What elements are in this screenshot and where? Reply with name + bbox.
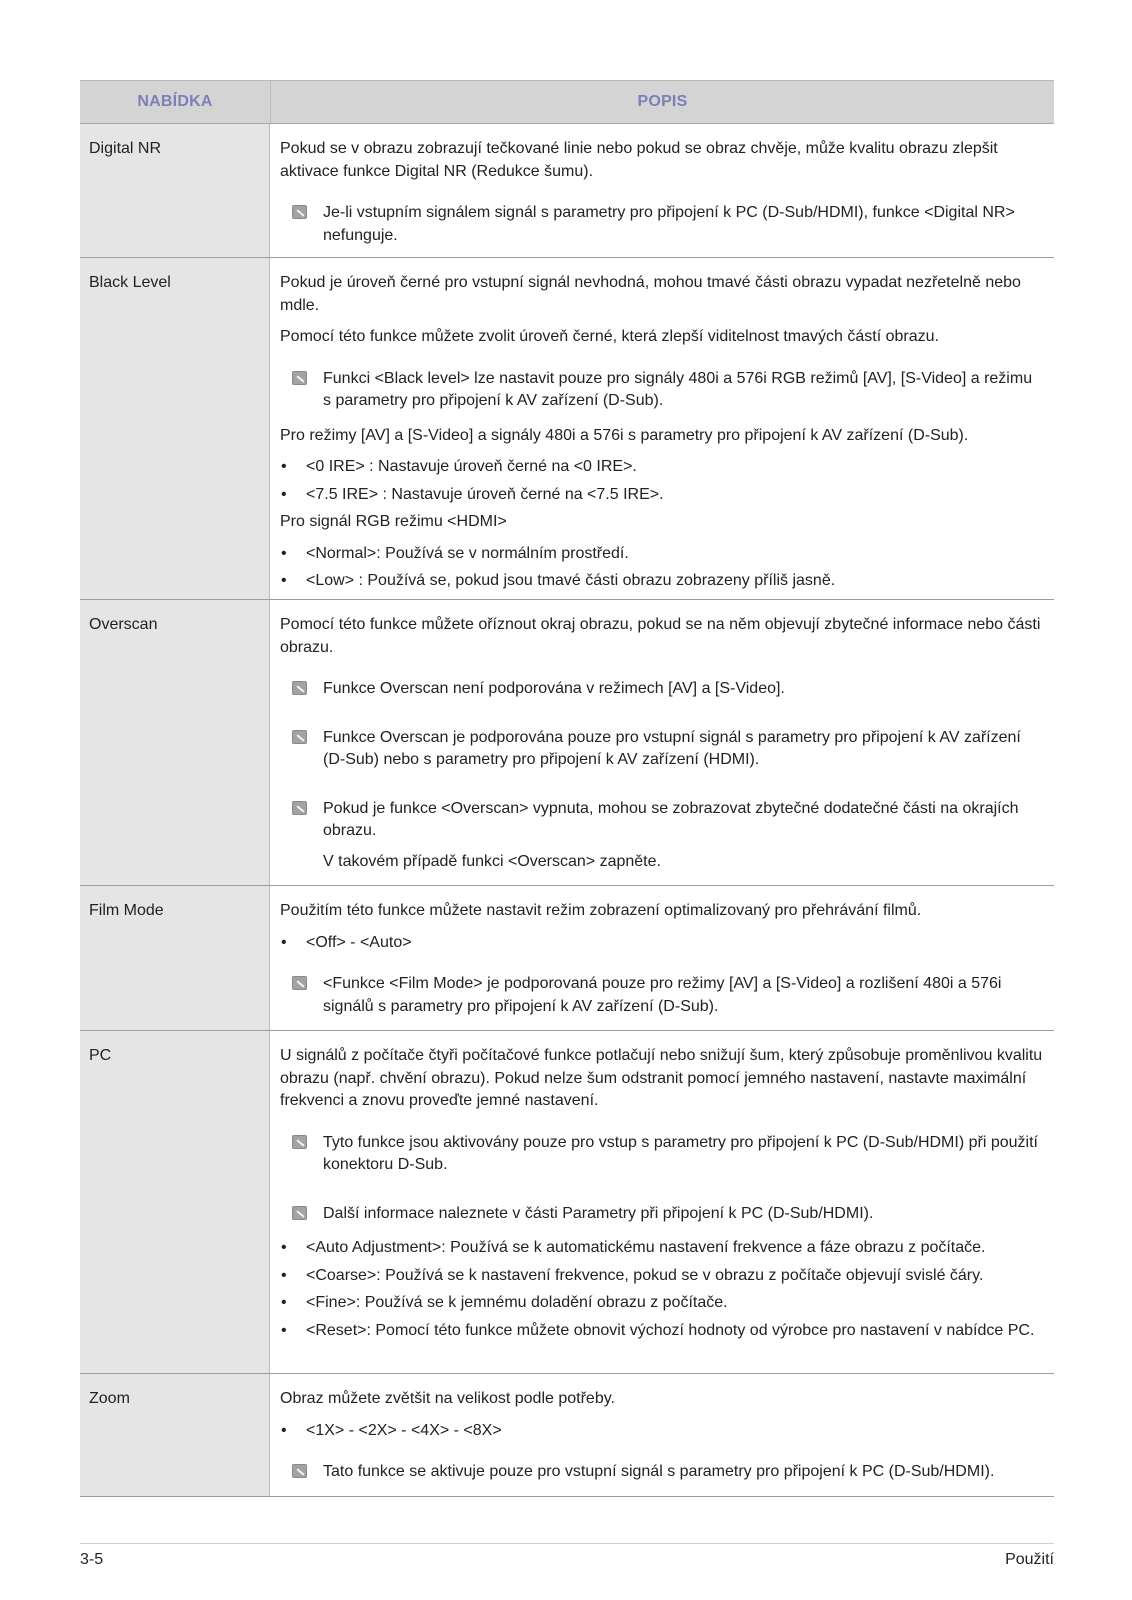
bullet-glyph: • [281, 572, 287, 589]
description-cell [270, 886, 1054, 1030]
list-item [280, 1265, 1044, 1288]
menu-cell: Film Mode [80, 886, 270, 1030]
list-item [280, 543, 1044, 566]
menu-cell: Overscan [80, 600, 270, 885]
table-row [80, 258, 1054, 600]
note-text: Tyto funkce jsou aktivovány pouze pro vstup s parametry pro připojení k PC (D-Sub/HDMI) při použití konektoru D-Sub. [323, 1133, 1038, 1173]
bullet-list [280, 932, 1044, 955]
paragraph: Použitím této funkce můžete nastavit režim zobrazení optimalizovaný pro přehrávání filmů. [280, 902, 922, 919]
list-item-text: <Reset>: Pomocí této funkce můžete obnovit výchozí hodnoty od výrobce pro nastavení v nabídce PC. [306, 1321, 1035, 1339]
list-item [280, 1292, 1044, 1315]
paragraph: Pro signál RGB režimu <HDMI> [280, 513, 507, 530]
note-pencil-icon [292, 1135, 307, 1149]
list-item-text: <Off> - <Auto> [306, 933, 412, 951]
note-pencil-icon [292, 371, 307, 385]
paragraph: Pomocí této funkce můžete oříznout okraj obrazu, pokud se na něm objevují zbytečné informace nebo části obrazu. [280, 616, 1041, 656]
menu-cell: Zoom [80, 1374, 270, 1496]
list-item [280, 1237, 1044, 1260]
header-description: POPIS [637, 93, 688, 110]
note-pencil-icon [292, 681, 307, 695]
section-title: Použití [1005, 1551, 1054, 1568]
list-item [280, 1420, 1044, 1443]
note-text: Je-li vstupním signálem signál s parametry pro připojení k PC (D-Sub/HDMI), funkce <Digital NR> nefunguje. [323, 204, 1015, 244]
description-cell [270, 600, 1054, 885]
table-row [80, 886, 1054, 1031]
description-cell [270, 1031, 1054, 1373]
list-item-text: <0 IRE> : Nastavuje úroveň černé na <0 IRE>. [306, 458, 637, 475]
note-text: Tato funkce se aktivuje pouze pro vstupní signál s parametry pro připojení k PC (D-Sub/HDMI). [323, 1463, 995, 1480]
footer-divider [80, 1543, 1054, 1544]
bullet-list [280, 456, 1044, 506]
menu-cell: PC [80, 1031, 270, 1373]
bullet-glyph: • [281, 544, 287, 562]
description-cell [270, 1374, 1054, 1496]
note-text: Funkce Overscan není podporována v režimech [AV] a [S-Video]. [323, 680, 785, 697]
paragraph: Obraz můžete zvětšit na velikost podle potřeby. [280, 1390, 615, 1407]
note [292, 1132, 1044, 1177]
list-item-text: <7.5 IRE> : Nastavuje úroveň černé na <7.5 IRE>. [306, 485, 664, 503]
description-cell [270, 258, 1054, 599]
note [292, 973, 1044, 1018]
note-text-extra: V takovém případě funkci <Overscan> zapněte. [323, 852, 661, 870]
note-text: <Funkce <Film Mode> je podporovaná pouze pro režimy [AV] a [S-Video] a rozlišení 480i a 576i signálů s parametry pro připojení k AV zařízení (D-Sub). [323, 975, 1002, 1015]
list-item-text: <Auto Adjustment>: Používá se k automatickému nastavení frekvence a fáze obrazu z počítače. [306, 1239, 986, 1256]
paragraph: Pokud se v obrazu zobrazují tečkované linie nebo pokud se obraz chvěje, může kvalitu obrazu zlepšit aktivace funkce Digital NR (Redukce šumu). [280, 140, 998, 180]
note-pencil-icon [292, 205, 307, 219]
header-menu: NABÍDKA [80, 81, 271, 123]
bullet-glyph: • [281, 1321, 287, 1339]
description-cell [270, 124, 1054, 257]
note-pencil-icon [292, 1464, 307, 1478]
bullet-glyph: • [281, 1294, 287, 1311]
list-item-text: <Coarse>: Používá se k nastavení frekvence, pokud se v obrazu z počítače objevují svislé čáry. [306, 1266, 984, 1284]
menu-cell: Digital NR [80, 124, 270, 257]
paragraph: U signálů z počítače čtyři počítačové funkce potlačují nebo snižují šum, který způsobuje proměnlivou kvalitu obrazu (např. chvění obrazu). Pokud nelze šum odstranit pomocí jemného nastavení, nastavte maximální frekvenci a znovu proveďte jemné nastavení. [280, 1047, 1043, 1109]
page-number: 3-5 [80, 1551, 104, 1568]
table-row [80, 1374, 1054, 1497]
note [292, 1461, 1044, 1484]
list-item-text: <1X> - <2X> - <4X> - <8X> [306, 1421, 502, 1439]
note-text: Funkce Overscan je podporována pouze pro vstupní signál s parametry pro připojení k AV zařízení (D-Sub) nebo s parametry pro připojení k AV zařízení (HDMI). [323, 728, 1021, 768]
list-item [280, 456, 1044, 479]
bullet-glyph: • [281, 485, 287, 503]
table-row [80, 600, 1054, 886]
table-row [80, 124, 1054, 258]
bullet-list [280, 543, 1044, 593]
bullet-glyph: • [281, 1239, 287, 1256]
note-text-block [323, 798, 1044, 874]
note [292, 202, 1044, 247]
menu-cell: Black Level [80, 258, 270, 599]
list-item [280, 570, 1044, 593]
paragraph: Pro režimy [AV] a [S-Video] a signály 480i a 576i s parametry pro připojení k AV zařízení (D-Sub). [280, 426, 969, 444]
note-pencil-icon [292, 730, 307, 744]
bullet-glyph: • [281, 458, 287, 475]
note [292, 368, 1044, 413]
list-item [280, 484, 1044, 507]
paragraph: Pokud je úroveň černé pro vstupní signál nevhodná, mohou tmavé části obrazu vypadat nezřetelně nebo mdle. [280, 274, 1021, 314]
note [292, 798, 1044, 874]
bullet-glyph: • [281, 1421, 287, 1439]
note [292, 1203, 1044, 1226]
table-row [80, 1031, 1054, 1374]
note-pencil-icon [292, 1206, 307, 1220]
bullet-glyph: • [281, 933, 287, 951]
bullet-glyph: • [281, 1266, 287, 1284]
note-pencil-icon [292, 976, 307, 990]
note-text: Funkci <Black level> lze nastavit pouze pro signály 480i a 576i RGB režimů [AV], [S-Video] a režimu s parametry pro připojení k AV zařízení (D-Sub). [323, 369, 1033, 409]
list-item-text: <Fine>: Používá se k jemnému doladění obrazu z počítače. [306, 1294, 728, 1311]
paragraph: Pomocí této funkce můžete zvolit úroveň černé, která zlepší viditelnost tmavých částí obrazu. [280, 328, 939, 345]
bullet-list [280, 1237, 1044, 1342]
settings-table [80, 80, 1054, 1497]
note-text: Pokud je funkce <Overscan> vypnuta, mohou se zobrazovat zbytečné dodatečné části na okrajích obrazu. [323, 799, 1019, 839]
table-header [80, 81, 1054, 124]
note [292, 727, 1044, 772]
list-item-text: <Low> : Používá se, pokud jsou tmavé části obrazu zobrazeny příliš jasně. [306, 572, 836, 589]
list-item [280, 1320, 1044, 1343]
note-text: Další informace naleznete v části Parametry při připojení k PC (D-Sub/HDMI). [323, 1204, 874, 1222]
note-pencil-icon [292, 801, 307, 815]
bullet-list [280, 1420, 1044, 1443]
list-item-text: <Normal>: Používá se v normálním prostředí. [306, 544, 629, 562]
list-item [280, 932, 1044, 955]
note [292, 678, 1044, 701]
